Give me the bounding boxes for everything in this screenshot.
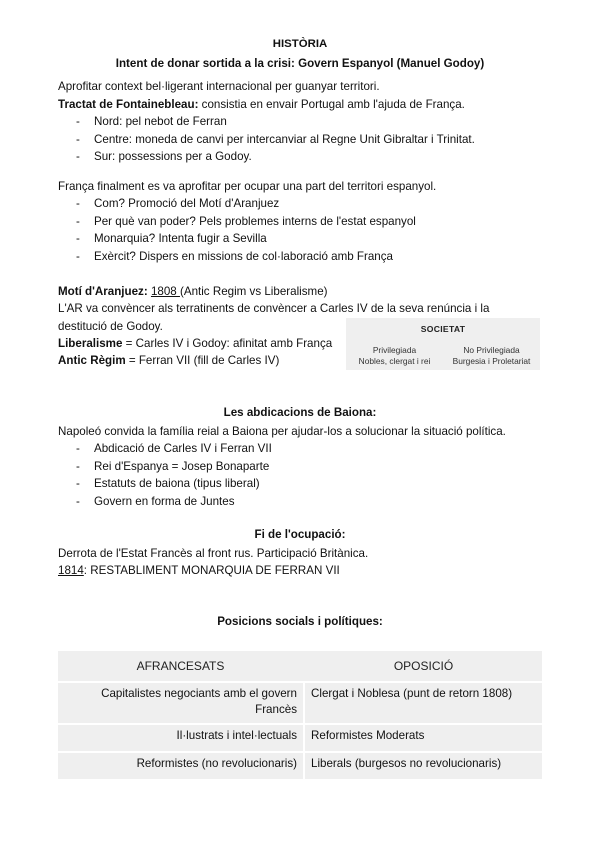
table-row <box>58 724 542 752</box>
table-cell: Il·lustrats i intel·lectuals <box>58 724 303 752</box>
column-header-afrancesats: AFRANCESATS <box>58 651 303 682</box>
list-item: - Abdicació de Carles IV i Ferran VII <box>74 440 272 458</box>
section-heading-crisis: Intent de donar sortida a la crisi: Govern Espanyol (Manuel Godoy) <box>115 57 485 70</box>
societat-col1-text: Nobles, clergat i rei <box>358 356 431 366</box>
societat-col1-title: Privilegiada <box>372 345 417 355</box>
treaty-list <box>74 113 475 166</box>
moti-year: 1808 <box>150 285 180 298</box>
table-row <box>58 682 542 724</box>
column-header-oposicio: OPOSICIÓ <box>305 651 542 682</box>
list-item: - Exèrcit? Dispers en missions de col·laboració amb França <box>74 248 416 266</box>
liberalisme-text: = Carles IV i Godoy: afinitat amb França <box>122 337 333 350</box>
societat-box <box>346 318 540 370</box>
list-item: - Estatuts de baiona (tipus liberal) <box>74 475 272 493</box>
table-row <box>58 752 542 779</box>
france-list <box>74 195 416 265</box>
antic-regim-label: Antic Règim <box>58 354 126 367</box>
fi-year: 1814 <box>58 564 84 577</box>
list-item: - Sur: possessions per a Godoy. <box>74 148 475 166</box>
fi-restore: : RESTABLIMENT MONARQUIA DE FERRAN VII <box>83 564 340 577</box>
liberalisme-label: Liberalisme <box>58 337 123 350</box>
fi-restore-line <box>58 562 340 580</box>
list-item: - Per què van poder? Pels problemes interns de l'estat espanyol <box>74 213 416 231</box>
moti-heading <box>58 283 328 301</box>
posicions-table <box>58 651 542 779</box>
antic-regim-line <box>58 352 279 370</box>
document-title: HISTÒRIA <box>272 38 328 50</box>
baiona-list <box>74 440 272 510</box>
france-text: França finalment es va aprofitar per ocupar una part del territori espanyol. <box>58 180 437 193</box>
list-item: - Govern en forma de Juntes <box>74 493 272 511</box>
societat-header: SOCIETAT <box>420 324 466 334</box>
treaty-label: Tractat de Fontainebleau: <box>58 98 199 111</box>
list-item: - Centre: moneda de canvi per intercanviar al Regne Unit Gibraltar i Trinitat. <box>74 131 475 149</box>
moti-line-1: L'AR va convèncer als terratinents de convèncer a Carles IV de la seva renúncia i la <box>58 302 490 315</box>
societat-col-privilegiada <box>346 345 443 367</box>
table-cell: Clergat i Noblesa (punt de retorn 1808) <box>305 682 542 724</box>
intro-text: Aprofitar context bel·ligerant internacional per guanyar territori. <box>58 80 380 93</box>
list-item: - Rei d'Espanya = Josep Bonaparte <box>74 458 272 476</box>
moti-rest: (Antic Regim vs Liberalisme) <box>179 285 328 298</box>
table-cell: Reformistes (no revolucionaris) <box>58 752 303 779</box>
moti-line-2: destitució de Godoy. <box>58 320 163 333</box>
section-heading-fi: Fi de l'ocupació: <box>254 528 346 541</box>
list-item: - Nord: pel nebot de Ferran <box>74 113 475 131</box>
baiona-intro: Napoleó convida la família reial a Baiona per ajudar-los a solucionar la situació política. <box>58 425 506 438</box>
table-cell: Capitalistes negociants amb el govern Francès <box>58 682 303 724</box>
societat-col2-text: Burgesia i Proletariat <box>452 356 531 366</box>
societat-col-no-privilegiada <box>443 345 540 367</box>
treaty-text: consistia en envair Portugal amb l'ajuda de França. <box>198 98 465 111</box>
fi-text: Derrota de l'Estat Francès al front rus. Participació Britànica. <box>58 547 369 560</box>
liberalisme-line <box>58 335 332 353</box>
table-cell: Reformistes Moderats <box>305 724 542 752</box>
list-item: - Com? Promoció del Motí d'Aranjuez <box>74 195 416 213</box>
list-item: - Monarquia? Intenta fugir a Sevilla <box>74 230 416 248</box>
treaty-paragraph <box>58 96 465 114</box>
antic-regim-text: = Ferran VII (fill de Carles IV) <box>125 354 280 367</box>
section-heading-baiona: Les abdicacions de Baiona: <box>223 406 377 419</box>
section-heading-posicions: Posicions socials i polítiques: <box>217 615 383 628</box>
moti-label: Motí d'Aranjuez: <box>58 285 148 298</box>
table-cell: Liberals (burgesos no revolucionaris) <box>305 752 542 779</box>
societat-col2-title: No Privilegiada <box>463 345 520 355</box>
